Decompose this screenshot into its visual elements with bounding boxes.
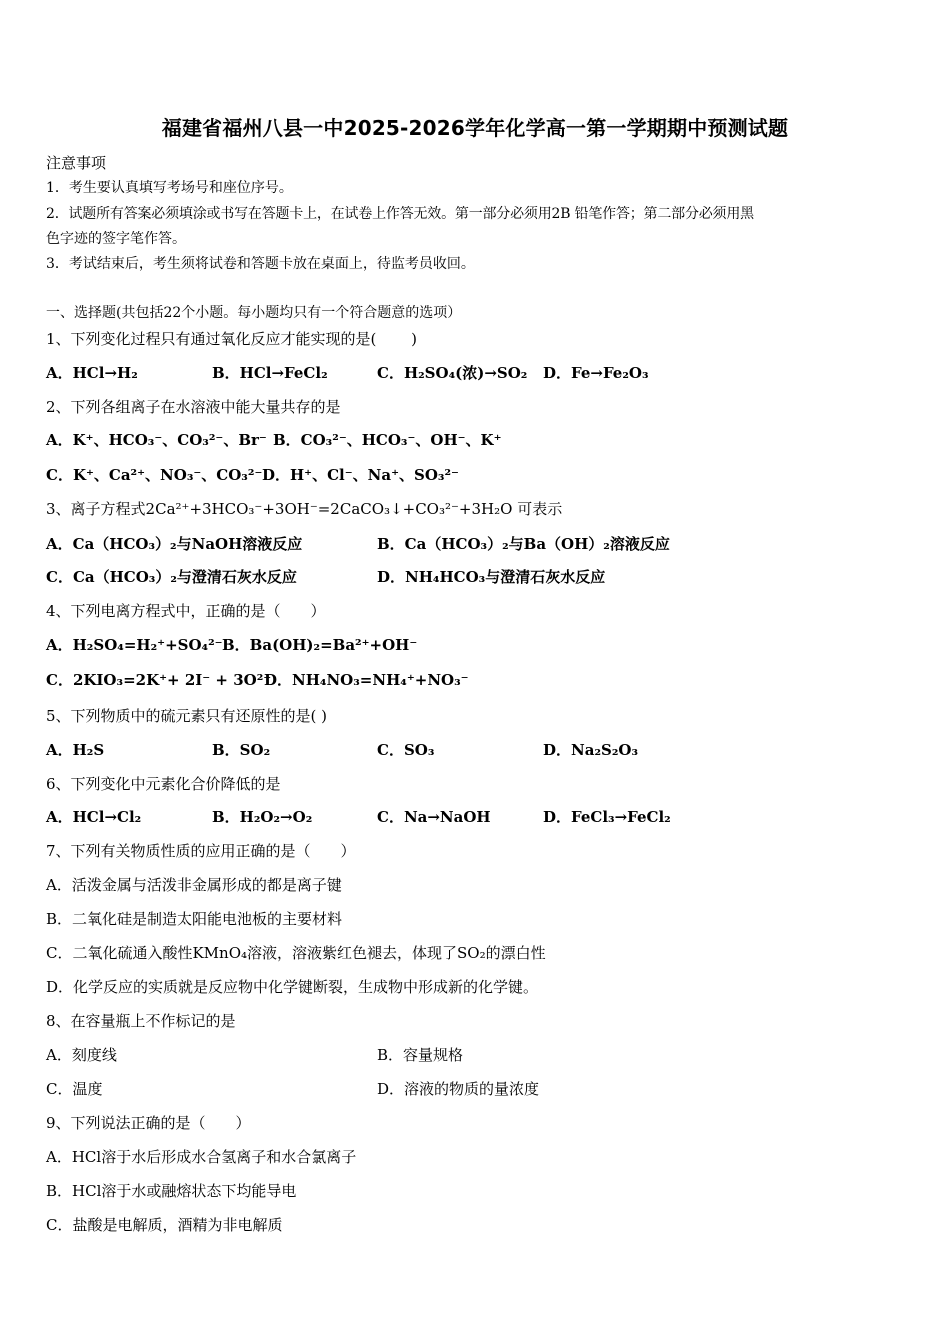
question-1-stem: 1、下列变化过程只有通过氧化反应才能实现的是( ) (46, 330, 418, 348)
question-2-option-b: B．CO₃²⁻、HCO₃⁻、OH⁻、K⁺ (273, 431, 502, 449)
question-7-option-c: C．二氧化硫通入酸性KMnO₄溶液，溶液紫红色褪去，体现了SO₂的漂白性 (46, 944, 546, 962)
question-4-option-a: A．H₂SO₄=H₂⁺+SO₄²⁻ (46, 636, 223, 654)
question-2-option-c: C．K⁺、Ca²⁺、NO₃⁻、CO₃²⁻ (46, 466, 263, 484)
question-2-option-d: D．H⁺、Cl⁻、Na⁺、SO₃²⁻ (262, 466, 459, 484)
question-9-option-c: C．盐酸是电解质，酒精为非电解质 (46, 1216, 283, 1234)
question-5-option-a: A．H₂S (46, 741, 105, 759)
question-8-option-d: D．溶液的物质的量浓度 (377, 1080, 540, 1098)
question-4-stem: 4、下列电离方程式中，正确的是（ ） (46, 602, 326, 620)
question-9-option-b: B．HCl溶于水或融熔状态下均能导电 (46, 1182, 297, 1200)
question-8-option-b: B．容量规格 (377, 1046, 464, 1064)
question-6-option-a: A．HCl→Cl₂ (46, 808, 142, 826)
question-1-option-b: B．HCl→FeCl₂ (212, 364, 328, 382)
question-3-option-b: B．Ca（HCO₃）₂与Ba（OH）₂溶液反应 (377, 535, 670, 553)
question-7-option-a: A．活泼金属与活泼非金属形成的都是离子键 (46, 876, 342, 894)
question-5-stem: 5、下列物质中的硫元素只有还原性的是( ) (46, 707, 328, 725)
question-8-stem: 8、在容量瓶上不作标记的是 (46, 1012, 236, 1030)
section-heading: 一、选择题(共包括22个小题。每小题均只有一个符合题意的选项） (46, 305, 462, 321)
question-9-stem: 9、下列说法正确的是（ ） (46, 1114, 251, 1132)
question-3-option-d: D．NH₄HCO₃与澄清石灰水反应 (377, 568, 606, 586)
question-4-option-d: D．NH₄NO₃=NH₄⁺+NO₃⁻ (264, 671, 469, 689)
question-6-stem: 6、下列变化中元素化合价降低的是 (46, 775, 281, 793)
page-title: 福建省福州八县一中2025-2026学年化学高一第一学期期中预测试题 (161, 116, 789, 140)
question-3-option-a: A．Ca（HCO₃）₂与NaOH溶液反应 (46, 535, 303, 553)
question-2-option-a: A．K⁺、HCO₃⁻、CO₃²⁻、Br⁻ (46, 431, 267, 449)
notice-item: 3．考试结束后，考生须将试卷和答题卡放在桌面上，待监考员收回。 (46, 256, 475, 272)
question-1-option-a: A．HCl→H₂ (46, 364, 138, 382)
question-5-option-b: B．SO₂ (212, 741, 271, 759)
question-1-option-d: D．Fe→Fe₂O₃ (543, 364, 649, 382)
question-9-option-a: A．HCl溶于水后形成水合氢离子和水合氯离子 (46, 1148, 357, 1166)
question-4-option-b: B．Ba(OH)₂=Ba²⁺+OH⁻ (222, 636, 418, 654)
notice-heading: 注意事项 (46, 154, 107, 172)
question-5-option-c: C．SO₃ (377, 741, 435, 759)
question-3-stem: 3、离子方程式2Ca²⁺+3HCO₃⁻+3OH⁻=2CaCO₃↓+CO₃²⁻+3H₂O 可表示 (46, 500, 563, 518)
question-6-option-c: C．Na→NaOH (377, 808, 491, 826)
question-4-option-c: C．2KIO₃=2K⁺+ 2I⁻ + 3O²⁻ (46, 671, 272, 689)
question-8-option-c: C．温度 (46, 1080, 103, 1098)
question-8-option-a: A．刻度线 (46, 1046, 117, 1064)
question-6-option-d: D．FeCl₃→FeCl₂ (543, 808, 671, 826)
question-5-option-d: D．Na₂S₂O₃ (543, 741, 639, 759)
question-7-option-d: D．化学反应的实质就是反应物中化学键断裂，生成物中形成新的化学键。 (46, 978, 539, 996)
question-6-option-b: B．H₂O₂→O₂ (212, 808, 313, 826)
question-7-stem: 7、下列有关物质性质的应用正确的是（ ） (46, 842, 356, 860)
question-7-option-b: B．二氧化硅是制造太阳能电池板的主要材料 (46, 910, 343, 928)
notice-item: 2．试题所有答案必须填涂或书写在答题卡上，在试卷上作答无效。第一部分必须用2B 铅笔作答；第二部分必须用黑 (46, 206, 754, 222)
question-2-stem: 2、下列各组离子在水溶液中能大量共存的是 (46, 398, 341, 416)
question-3-option-c: C．Ca（HCO₃）₂与澄清石灰水反应 (46, 568, 297, 586)
notice-item: 色字迹的签字笔作答。 (46, 231, 186, 247)
question-1-option-c: C．H₂SO₄(浓)→SO₂ (377, 364, 528, 382)
notice-item: 1．考生要认真填写考场号和座位序号。 (46, 180, 293, 196)
